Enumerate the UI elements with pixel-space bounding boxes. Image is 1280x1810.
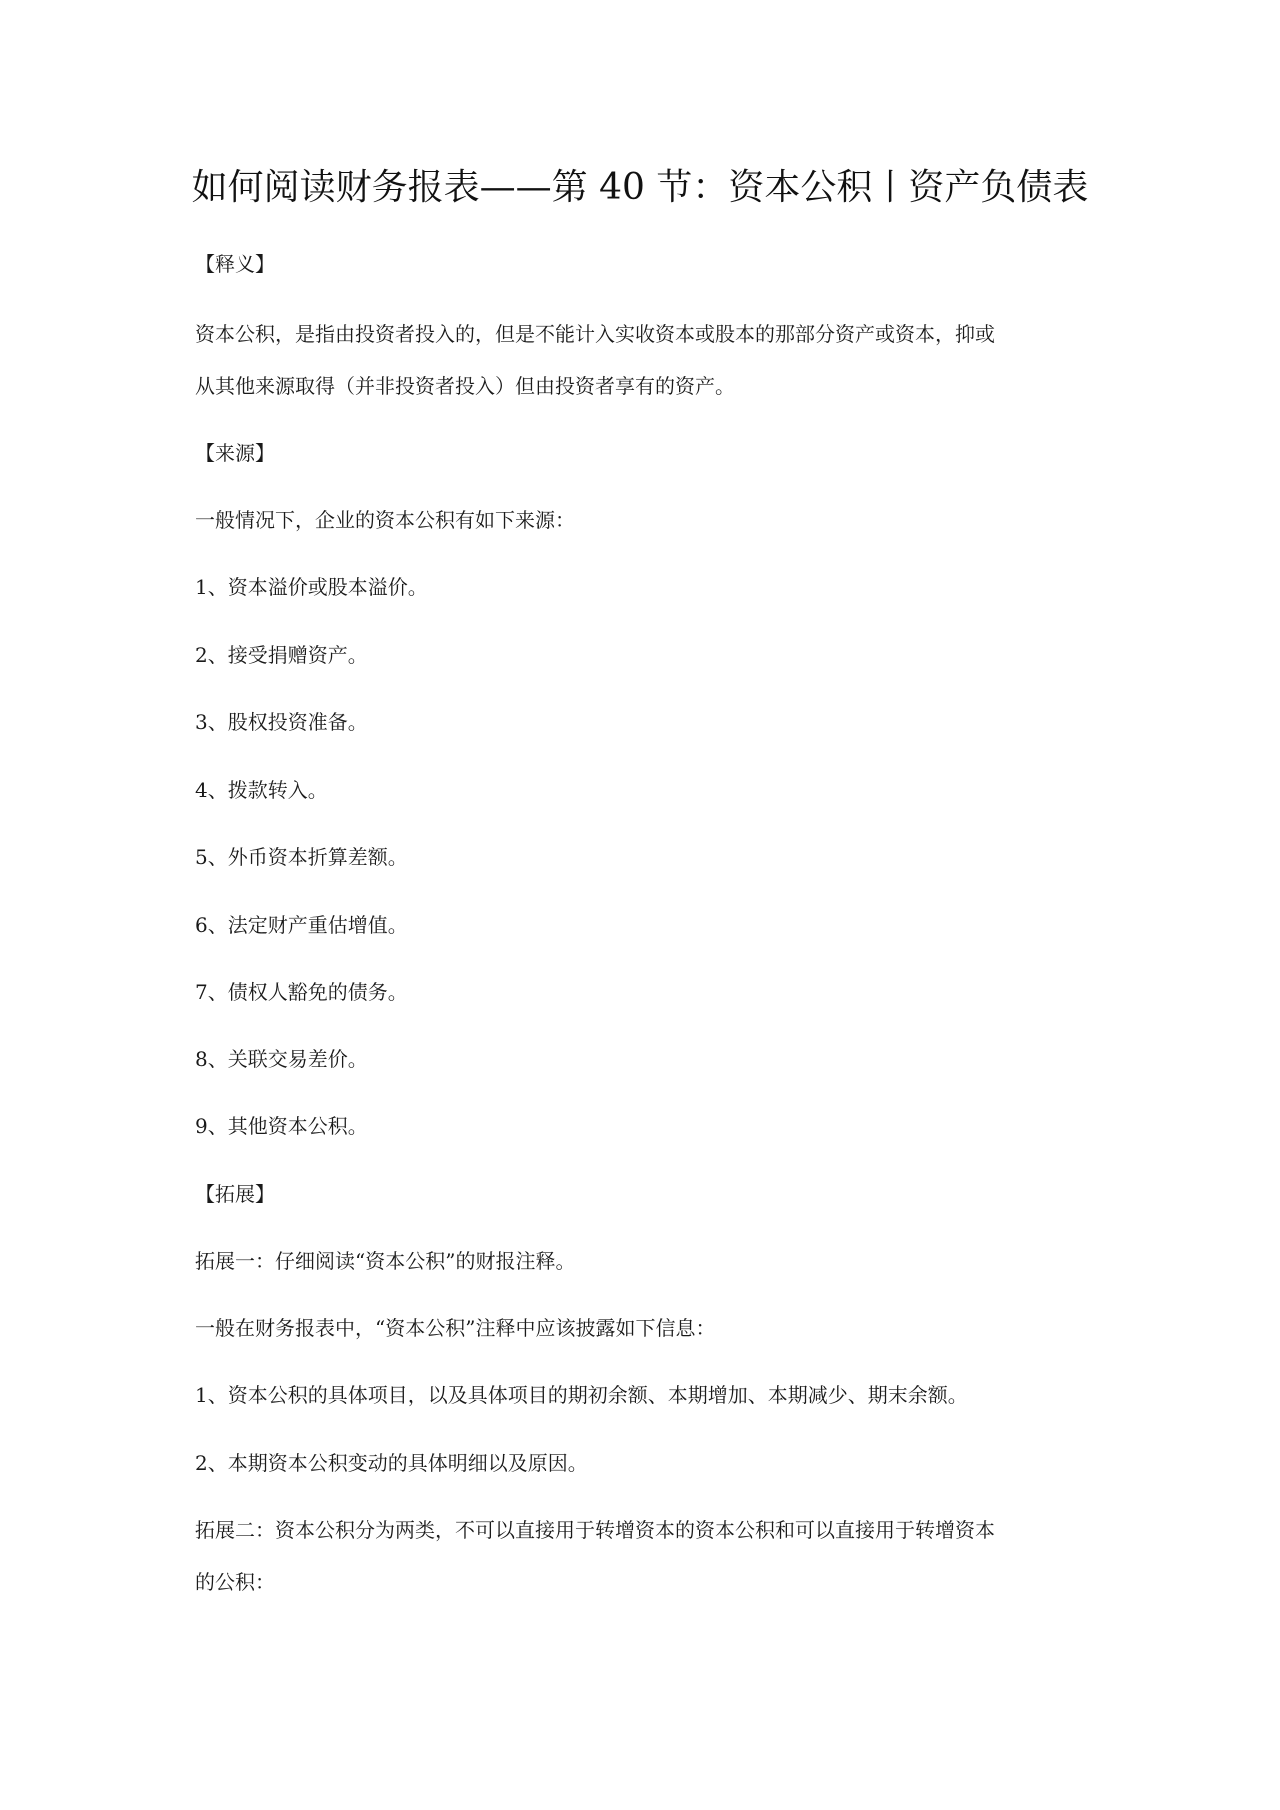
list-item: 5、外币资本折算差额。: [195, 845, 408, 869]
paragraph-line: 的公积：: [195, 1570, 275, 1594]
list-item: 8、关联交易差价。: [195, 1047, 368, 1071]
section-heading-extension: 【拓展】: [195, 1182, 275, 1206]
section-heading-definition: 【释义】: [195, 252, 275, 276]
paragraph-line: 拓展二：资本公积分为两类，不可以直接用于转增资本的资本公积和可以直接用于转增资本: [195, 1518, 995, 1542]
paragraph-line: 拓展一：仔细阅读“资本公积”的财报注释。: [195, 1249, 576, 1273]
list-item: 2、本期资本公积变动的具体明细以及原因。: [195, 1451, 588, 1475]
list-item: 9、其他资本公积。: [195, 1114, 368, 1138]
list-item: 3、股权投资准备。: [195, 710, 368, 734]
paragraph-line: 资本公积，是指由投资者投入的，但是不能计入实收资本或股本的那部分资产或资本，抑或: [195, 322, 995, 346]
list-item: 6、法定财产重估增值。: [195, 913, 408, 937]
paragraph-line: 一般情况下，企业的资本公积有如下来源：: [195, 508, 575, 532]
section-heading-sources: 【来源】: [195, 441, 275, 465]
paragraph-line: 一般在财务报表中，“资本公积”注释中应该披露如下信息：: [195, 1316, 716, 1340]
paragraph-line: 从其他来源取得（并非投资者投入）但由投资者享有的资产。: [195, 374, 735, 398]
list-item: 2、接受捐赠资产。: [195, 643, 368, 667]
list-item: 1、资本溢价或股本溢价。: [195, 575, 428, 599]
list-item: 7、债权人豁免的债务。: [195, 980, 408, 1004]
list-item: 1、资本公积的具体项目，以及具体项目的期初余额、本期增加、本期减少、期末余额。: [195, 1383, 968, 1407]
page-title: 如何阅读财务报表——第 40 节：资本公积丨资产负债表: [191, 167, 1089, 208]
list-item: 4、拨款转入。: [195, 778, 328, 802]
